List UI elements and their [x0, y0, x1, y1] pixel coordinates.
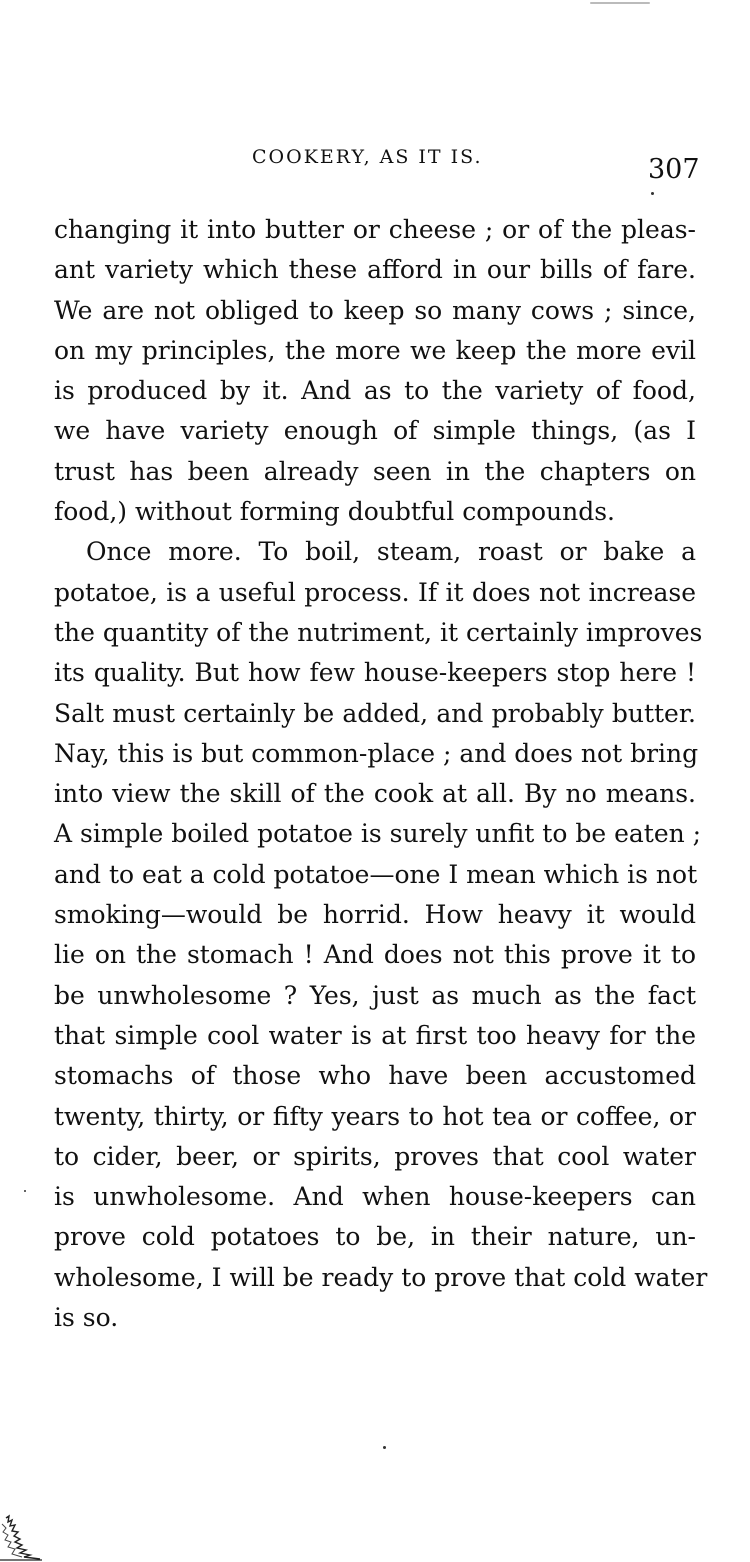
page-number: 307 — [648, 154, 700, 185]
text-line: to cider, beer, or spirits, proves that cool water — [54, 1141, 696, 1171]
body-text — [54, 210, 708, 1338]
running-title: COOKERY, AS IT IS. — [252, 146, 483, 168]
text-line: trust has been already seen in the chapters on — [54, 456, 696, 486]
text-line: its quality. But how few house-keepers stop here ! — [54, 658, 696, 688]
text-line: We are not obliged to keep so many cows ; since, — [54, 295, 696, 325]
text-line: Salt must certainly be added, and probably butter. — [54, 698, 696, 728]
text-line: is produced by it. And as to the variety of food, — [54, 376, 696, 406]
scan-speck — [590, 2, 650, 4]
text-line: lie on the stomach ! And does not this prove it to — [54, 940, 696, 970]
text-line: smoking—would be horrid. How heavy it would — [54, 900, 696, 930]
text-line: food,) without forming doubtful compounds. — [54, 497, 615, 527]
text-line: twenty, thirty, or fifty years to hot tea or coffee, or — [54, 1101, 696, 1131]
text-line: is so. — [54, 1303, 119, 1333]
scan-speck — [651, 192, 654, 195]
text-line: potatoe, is a useful process. If it does not increase — [54, 577, 696, 607]
text-line: that simple cool water is at first too heavy for the — [54, 1020, 696, 1050]
text-line: we have variety enough of simple things, (as I — [54, 416, 696, 446]
text-line: on my principles, the more we keep the more evil — [54, 335, 696, 365]
text-line: and to eat a cold potatoe—one I mean which is not — [54, 859, 698, 889]
text-line: changing it into butter or cheese ; or of the pleas- — [54, 215, 696, 244]
text-line: Nay, this is but common-place ; and does not bring — [54, 738, 699, 768]
text-line: A simple boiled potatoe is surely unfit to be eaten ; — [54, 819, 702, 849]
text-line: be unwholesome ? Yes, just as much as the fact — [54, 980, 696, 1010]
paragraph-2 — [54, 532, 708, 1338]
scan-speck — [24, 1190, 26, 1192]
text-line: prove cold potatoes to be, in their nature, un- — [54, 1222, 696, 1252]
scan-speck — [383, 1446, 386, 1449]
scan-artifact-icon — [0, 1512, 42, 1562]
text-line: is unwholesome. And when house-keepers can — [54, 1182, 696, 1212]
paragraph-1 — [54, 210, 696, 532]
text-line: wholesome, I will be ready to prove that cold water — [54, 1262, 708, 1292]
text-line: ant variety which these afford in our bills of fare. — [54, 255, 696, 285]
text-line: Once more. To boil, steam, roast or bake a — [86, 537, 696, 567]
running-head — [0, 146, 750, 186]
text-line: stomachs of those who have been accustomed — [54, 1061, 696, 1091]
text-line: the quantity of the nutriment, it certainly improves — [54, 617, 703, 647]
text-line: into view the skill of the cook at all. By no means. — [54, 779, 696, 809]
